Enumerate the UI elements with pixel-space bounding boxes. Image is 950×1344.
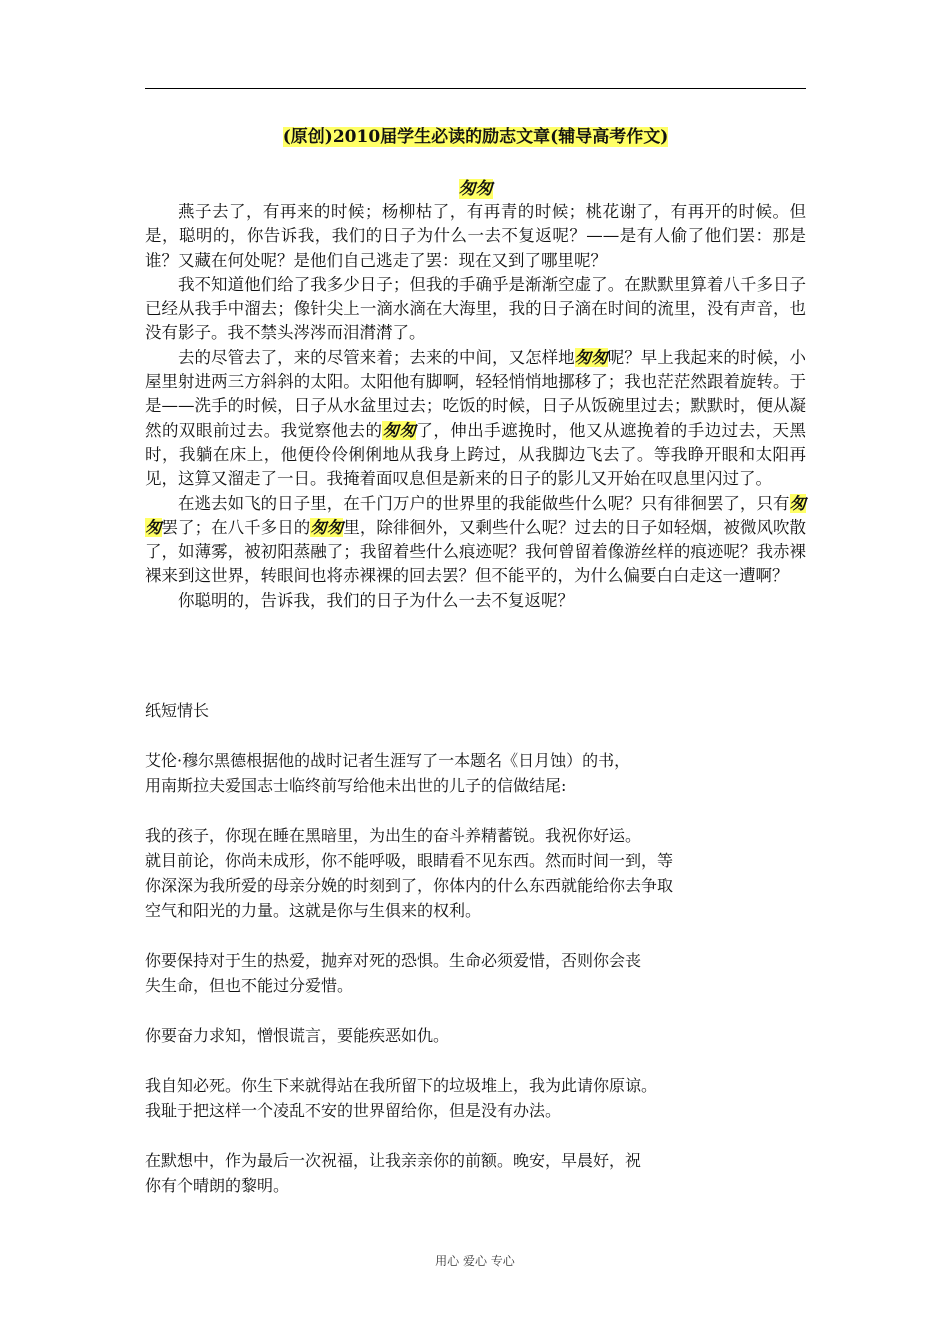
essay-paragraph-3 (145, 346, 806, 492)
letter-block-1-line-4: 空气和阳光的力量。这就是你与生俱来的权利。 (145, 901, 482, 920)
essay-p3-highlight-2: 匆匆 (382, 420, 417, 440)
header-rule (145, 88, 806, 89)
document-title (145, 124, 806, 150)
essay-paragraph-1: 燕子去了，有再来的时候；杨柳枯了，有再青的时候；桃花谢了，有再开的时候。但是，聪明的，你告诉我，我们的日子为什么一去不复返呢？——是有人偷了他们罢：那是谁？又藏在何处呢？是他们自己逃走了罢：现在又到了哪里呢？ (145, 202, 806, 270)
letter-block-3 (145, 1023, 785, 1048)
letter-intro (145, 748, 785, 798)
letter-intro-line-1: 艾伦·穆尔黑德根据他的战时记者生涯写了一本题名《日月蚀）的书， (145, 751, 631, 770)
essay-p4-text-b: 罢了；在八千多日的 (161, 517, 311, 537)
letter-block-5 (145, 1148, 785, 1198)
letter-block-2-line-1: 你要保持对于生的热爱，抛弃对死的恐惧。生命必须爱惜，否则你会丧 (145, 951, 642, 970)
letter-intro-line-2: 用南斯拉夫爱国志士临终前写给他未出世的儿子的信做结尾: (145, 776, 567, 795)
essay-body (145, 200, 806, 613)
letter-block-2 (145, 948, 785, 998)
document-title-prefix: (原创)2010届学生必读的励志文章( (282, 127, 559, 147)
letter-block-4-line-2: 我耻于把这样一个凌乱不安的世界留给你，但是没有办法。 (145, 1101, 562, 1120)
letter-block-1-line-2: 就目前论，你尚未成形，你不能呼吸，眼睛看不见东西。然而时间一到，等 (145, 851, 674, 870)
essay-paragraph-5: 你聪明的，告诉我，我们的日子为什么一去不复返呢？ (178, 590, 574, 610)
document-title-suffix: ) (660, 127, 669, 147)
essay-p3-text-c: 了，伸出手遮挽时，他又从遮挽着的手边过去，天黑时，我躺在床上，他便伶伶俐俐地从我身上跨过，从我脚边飞去了。等我睁开眼和太阳再见，这算又溜走了一日。我掩着面叹息但是新来的日子的影儿又开始在叹息里闪过了。 (145, 420, 807, 489)
letter-title-text: 纸短情长 (145, 701, 210, 720)
letter-block-4-line-1: 我自知必死。你生下来就得站在我所留下的垃圾堆上，我为此请你原谅。 (145, 1076, 658, 1095)
document-title-highlight: 辅导高考作文 (558, 127, 661, 147)
letter-block-4 (145, 1073, 785, 1123)
letter-block-1 (145, 823, 785, 923)
letter-block-1-line-1: 我的孩子，你现在睡在黑暗里，为出生的奋斗养精蓄锐。我祝你好运。 (145, 826, 642, 845)
essay-p4-highlight-1: 匆匆 (145, 493, 806, 537)
letter-block-1-line-3: 你深深为我所爱的母亲分娩的时刻到了，你体内的什么东西就能给你去争取 (145, 876, 674, 895)
letter-block-5-line-1: 在默想中，作为最后一次祝福，让我亲亲你的前额。晚安，早晨好，祝 (145, 1151, 642, 1170)
essay-p3-text-b: 呢？早上我起来的时候，小屋里射进两三方斜斜的太阳。太阳他有脚啊，轻轻悄悄地挪移了；我也茫茫然跟着旋转。于是——洗手的时候，日子从水盆里过去；吃饭的时候，日子从饭碗里过去；默默时，便从凝然的双眼前过去。我觉察他去的 (145, 347, 807, 440)
letter-block-2-line-2: 失生命，但也不能过分爱惜。 (145, 976, 354, 995)
essay-p3-highlight-1: 匆匆 (574, 347, 608, 367)
page-footer: 用心 爱心 专心 (435, 1254, 515, 1268)
letter-block-5-line-2: 你有个晴朗的黎明。 (145, 1176, 290, 1195)
essay-p3-text-a: 去的尽管去了，来的尽管来着；去来的中间，又怎样地 (178, 347, 575, 367)
essay-title-text: 匆匆 (458, 179, 493, 199)
essay-p4-text-c: 里，除徘徊外，又剩些什么呢？过去的日子如轻烟，被微风吹散了，如薄雾，被初阳蒸融了；我留着些什么痕迹呢？我何曾留着像游丝样的痕迹呢？我赤裸裸来到这世界，转眼间也将赤裸裸的回去罢？但不能平的，为什么偏要白白走这一遭啊？ (145, 517, 807, 586)
essay-p4-highlight-2: 匆匆 (310, 517, 344, 537)
essay-p4-text-a: 在逃去如飞的日子里，在千门万户的世界里的我能做些什么呢？只有徘徊罢了，只有 (178, 493, 790, 513)
essay-paragraph-4 (145, 492, 806, 589)
letter-section (145, 698, 785, 1223)
essay-paragraph-2: 我不知道他们给了我多少日子；但我的手确乎是渐渐空虚了。在默默里算着八千多日子已经从我手中溜去；像针尖上一滴水滴在大海里，我的日子滴在时间的流里，没有声音，也没有影子。我不禁头涔涔而泪潸潸了。 (145, 274, 806, 343)
letter-title (145, 698, 785, 723)
essay-title (145, 176, 806, 202)
letter-block-3-line-1: 你要奋力求知，憎恨谎言，要能疾恶如仇。 (145, 1026, 450, 1045)
